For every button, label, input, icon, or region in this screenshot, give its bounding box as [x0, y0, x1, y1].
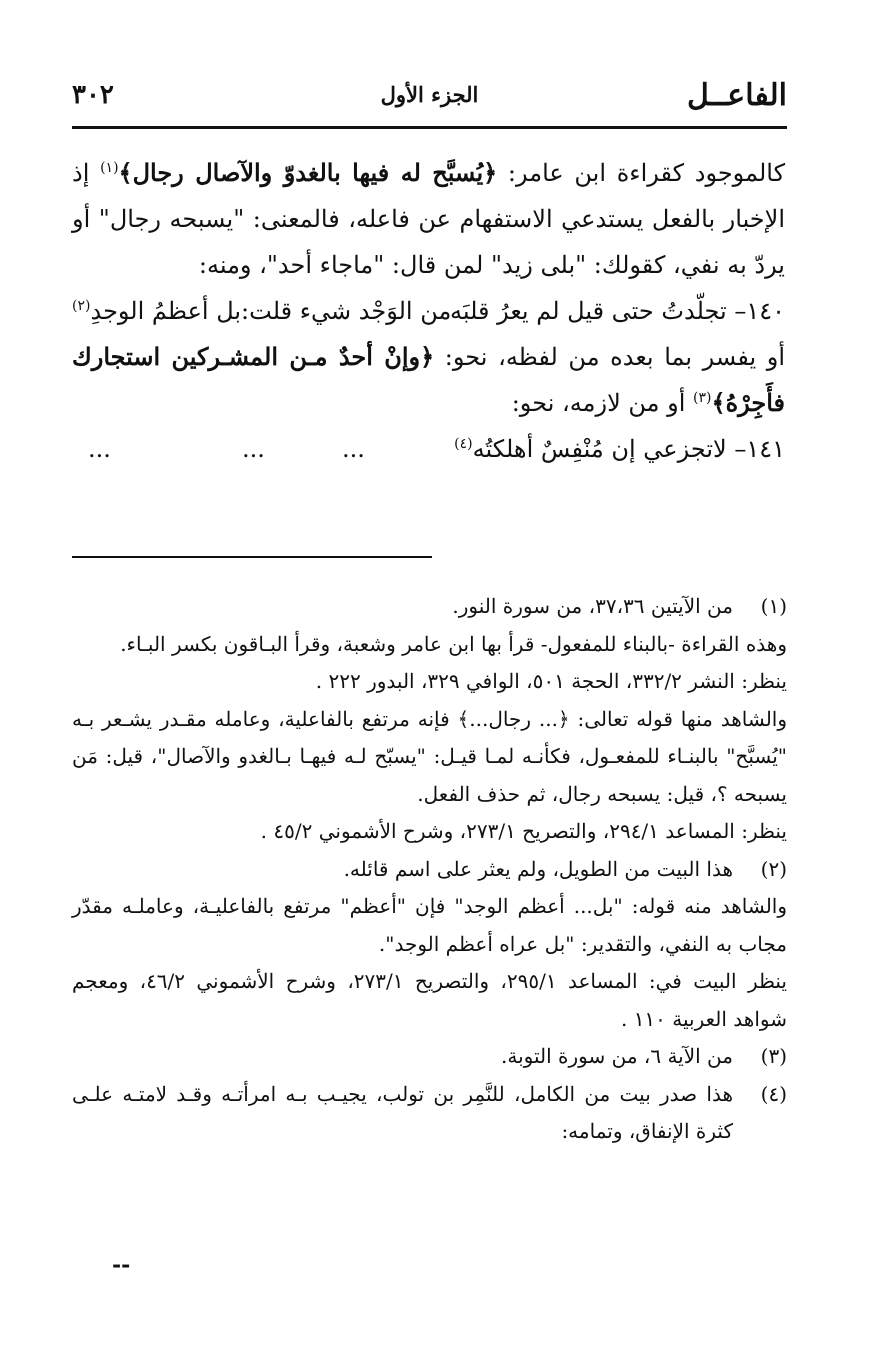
part-title: الجزء الأول: [380, 82, 479, 107]
verse-140-second-hemistich: [72, 288, 451, 334]
paragraph-2: [72, 334, 785, 426]
footnote-4: [72, 1076, 787, 1151]
footnote-ref-3: (٣): [693, 390, 712, 406]
verse-141-text: ١٤١– لاتجزعي إن مُنْفِسٌ أهلكتُه: [472, 435, 785, 463]
footnote-ref-2: (٢): [72, 298, 91, 314]
footnote-number: (١): [760, 594, 787, 618]
quran-quote-2: ﴿وإنْ أحدٌ مـن المشـركين استجارك فأَجِرْهُ﴾: [72, 342, 785, 417]
paragraph-1-rest: إذ الإخبار بالفعل يستدعي الاستفهام عن فاعله، فالمعنى: "يسبحه رجال" أو يردّ به نفي، كقولك: "بلى زيد" لمن قال: "ماجاء أحد"، ومنه:: [72, 159, 785, 279]
footnote-line: هذا صدر بيت من الكامل، للنَّمِر بن تولب، يجيـب بـه امرأتـه وقـد لامتـه علـى كثرة الإنفاق، وتمامه:: [72, 1081, 733, 1143]
footnote-2: [72, 851, 787, 889]
paragraph-2-rest: أو من لازمه، نحو:: [511, 389, 694, 417]
verse-140-first-hemistich: ١٤٠– تجلّدتُ حتى قيل لم يعرُ قلبَه: [449, 297, 785, 325]
ellipsis-2: ...: [242, 435, 265, 463]
section-title: الفاعــل: [687, 78, 787, 113]
footnote-line: والشاهد منه قوله: "بل... أعظم الوجد" فإن "أعظم" مرتفع بالفاعليـة، وعاملـه مقدّر مجاب به النفي، والتقدير: "بل عراه أعظم الوجد".: [72, 894, 787, 956]
ellipsis-3: ...: [88, 435, 111, 463]
paragraph-1-intro: كالموجود كقراءة ابن عامر:: [497, 159, 786, 187]
quran-quote-1: ﴿يُسبَّح له فيها بالغدوّ والآصال رجال﴾: [118, 158, 498, 187]
running-header: [72, 78, 787, 118]
footnote-ref-1: (١): [100, 160, 119, 176]
footnote-line: والشاهد منها قوله تعالى: ﴿... رجال...﴾ فإنه مرتفع بالفاعلية، وعامله مقـدر يشـعر بـه "يُسبَّح" بالبنـاء للمفعـول، فكأنـه لمـا قيـل: "يسبّح لـه فيهـا بـالغدو والآصال"، قيل: مَن يسبحه ؟، قيل: يسبحه رجال، ثم حذف الفعل.: [72, 706, 787, 806]
footnote-3: [72, 1038, 787, 1076]
footnote-number: (٢): [760, 856, 787, 881]
footnote-line: وهذه القراءة -بالبناء للمفعول- قرأ بها ابن عامر وشعبة، وقرأ البـاقون بكسر البـاء.: [120, 631, 787, 656]
header-rule: [72, 126, 787, 129]
page-number: ٣٠٢: [72, 80, 114, 110]
paragraph-1: [72, 150, 785, 288]
footnote-1: [72, 588, 787, 626]
continuation-mark: --: [112, 1252, 131, 1278]
verse-141: [72, 426, 785, 472]
footnote-line: هذا البيت من الطويل، ولم يعثر على اسم قائله.: [343, 856, 733, 881]
footnote-1-body: [72, 626, 787, 851]
paragraph-2-intro: أو يفسر بما بعده من لفظه، نحو:: [434, 343, 785, 371]
footnote-2-body: [72, 888, 787, 1038]
footnote-line: ينظر: المساعد ٢٩٤/١، والتصريح ٢٧٣/١، وشرح الأشموني ٤٥/٢ .: [260, 819, 787, 843]
footnote-ref-4: (٤): [454, 436, 473, 452]
verse-141-first-hemistich: [454, 426, 785, 472]
footnote-separator: [72, 556, 432, 558]
footnote-line: من الآيتين ٣٧،٣٦، من سورة النور.: [452, 594, 733, 618]
ellipsis-1: ...: [342, 435, 365, 463]
footnote-number: (٤): [760, 1081, 787, 1106]
footnotes: [72, 588, 787, 1151]
footnote-line: ينظر البيت في: المساعد ٢٩٥/١، والتصريح ٢٧٣/١، وشرح الأشموني ٤٦/٢، ومعجم شواهد العربية ١١٠ .: [72, 969, 787, 1031]
main-text: [72, 150, 785, 472]
footnote-number: (٣): [760, 1044, 787, 1068]
verse-140-second-text: من الوَجْد شيء قلت:بل أعظمُ الوجدِ: [90, 297, 452, 325]
footnote-line: من الآية ٦، من سورة التوبة.: [500, 1044, 733, 1068]
verse-140: [72, 288, 785, 334]
footnote-line: ينظر: النشر ٣٣٢/٢، الحجة ٥٠١، الوافي ٣٢٩، البدور ٢٢٢ .: [315, 669, 787, 693]
